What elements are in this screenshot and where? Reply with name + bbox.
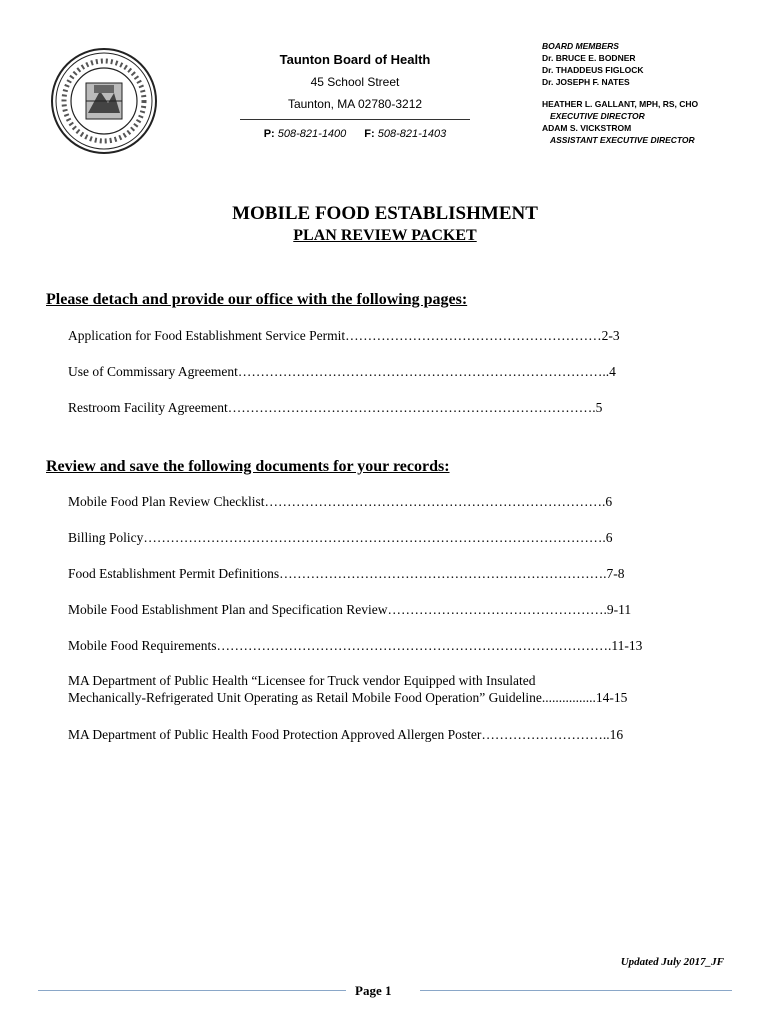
- city-seal-icon: [50, 47, 158, 155]
- street-address: 45 School Street: [310, 75, 400, 89]
- updated-note: Updated July 2017_JF: [620, 956, 724, 968]
- contact-numbers: [240, 128, 470, 140]
- toc-item: Mobile Food Plan Review Checklist………………………………………………………………….6: [68, 494, 613, 509]
- toc-item: Application for Food Establishment Service Permit…………………………………………………2-3: [68, 328, 620, 343]
- toc-item: Billing Policy………………………………………………………………………………………….6: [68, 530, 613, 545]
- page-number: Page 1: [355, 983, 392, 998]
- city-address: Taunton, MA 02780-3212: [287, 97, 423, 111]
- board-member: Dr. THADDEUS FIGLOCK: [542, 65, 644, 75]
- section-heading-detach: Please detach and provide our office with the following pages:: [46, 291, 468, 308]
- director-title: EXECUTIVE DIRECTOR: [550, 111, 645, 121]
- phone: P: 508-821-1400: [263, 128, 347, 140]
- board-member: Dr. JOSEPH F. NATES: [542, 77, 630, 87]
- toc-item: Use of Commissary Agreement………………………………………………………………………..4: [68, 364, 616, 379]
- toc-item-multiline: [68, 672, 627, 706]
- toc-item: Mobile Food Requirements…………………………………………………………………………….11-13: [68, 638, 643, 653]
- page-title: MOBILE FOOD ESTABLISHMENT: [232, 203, 538, 224]
- footer-rule-right: [420, 990, 732, 991]
- toc-item: Restroom Facility Agreement……………………………………………………………………….5: [68, 400, 603, 415]
- board-heading: BOARD MEMBERS: [542, 41, 619, 51]
- board-member: Dr. BRUCE E. BODNER: [542, 53, 636, 63]
- section-heading-review: Review and save the following documents for your records:: [46, 458, 450, 475]
- page-subtitle: PLAN REVIEW PACKET: [293, 227, 477, 244]
- fax: F: 508-821-1403: [364, 128, 447, 140]
- toc-item: MA Department of Public Health Food Protection Approved Allergen Poster………………………..16: [68, 727, 624, 742]
- toc-item: Mobile Food Establishment Plan and Specification Review………………………………………….9-11: [68, 602, 632, 617]
- org-name: Taunton Board of Health: [279, 52, 431, 67]
- toc-item-line: Mechanically-Refrigerated Unit Operating as Retail Mobile Food Operation” Guideline................14-15: [68, 690, 628, 705]
- header-divider: [240, 119, 470, 120]
- board-members: [542, 40, 698, 146]
- toc-item-line: MA Department of Public Health “Licensee for Truck vendor Equipped with Insulated: [68, 673, 536, 688]
- assistant-title: ASSISTANT EXECUTIVE DIRECTOR: [550, 135, 695, 145]
- letterhead: [240, 48, 470, 140]
- footer-rule-left: [38, 990, 346, 991]
- assistant-name: ADAM S. VICKSTROM: [542, 123, 632, 133]
- toc-item: Food Establishment Permit Definitions……………………………………………………………….7-8: [68, 566, 625, 581]
- director-name: HEATHER L. GALLANT, MPH, RS, CHO: [542, 99, 699, 109]
